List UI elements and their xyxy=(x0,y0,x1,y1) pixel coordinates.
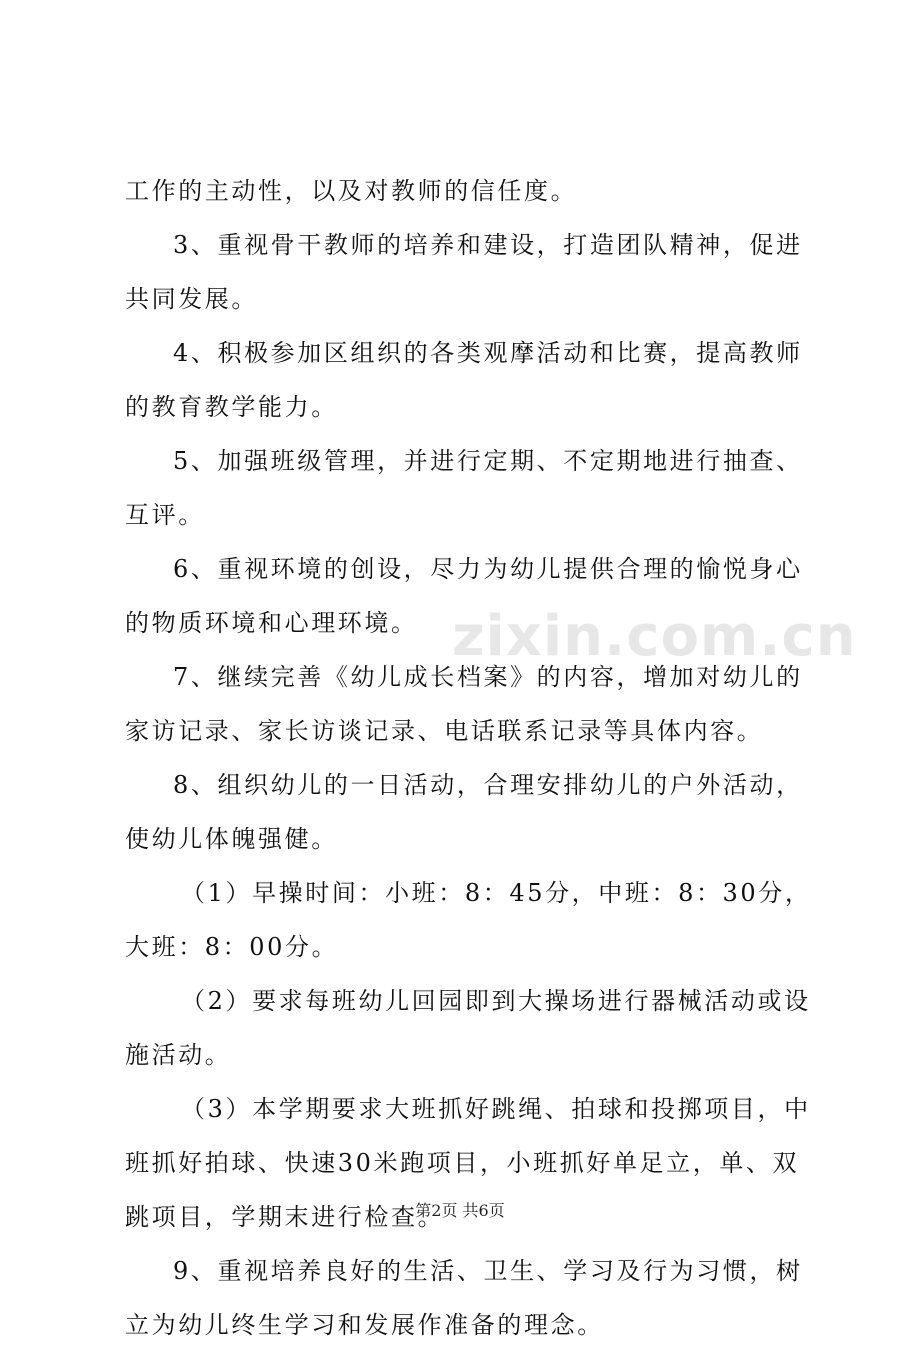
paragraph-item-3: 3、重视骨干教师的培养和建设，打造团队精神，促进共同发展。 xyxy=(125,231,803,313)
document-body xyxy=(125,164,825,1352)
paragraph-item-6: 6、重视环境的创设，尽力为幼儿提供合理的愉悦身心的物质环境和心理环境。 xyxy=(125,555,803,637)
paragraph-subitem-3: （3）本学期要求大班抓好跳绳、拍球和投掷项目，中班抓好拍球、快速30米跑项目，小班抓好单足立，单、双跳项目，学期末进行检查。 xyxy=(125,1095,811,1231)
watermark: zixin.com.cn xyxy=(452,604,857,669)
paragraph-subitem-2: （2）要求每班幼儿回园即到大操场进行器械活动或设施活动。 xyxy=(125,987,811,1069)
page-footer: 第2页 共6页 xyxy=(415,1201,505,1220)
paragraph-subitem-1: （1）早操时间：小班：8：45分，中班：8：30分，大班：8：00分。 xyxy=(125,879,812,961)
paragraph-item-9: 9、重视培养良好的生活、卫生、学习及行为习惯，树立为幼儿终生学习和发展作准备的理念。 xyxy=(125,1257,803,1339)
paragraph-continuation: 工作的主动性，以及对教师的信任度。 xyxy=(125,177,578,205)
paragraph-item-7: 7、继续完善《幼儿成长档案》的内容，增加对幼儿的家访记录、家长访谈记录、电话联系记录等具体内容。 xyxy=(125,663,803,745)
paragraph-item-5: 5、加强班级管理，并进行定期、不定期地进行抽查、互评。 xyxy=(125,447,803,529)
paragraph-item-4: 4、积极参加区组织的各类观摩活动和比赛，提高教师的教育教学能力。 xyxy=(125,339,803,421)
paragraph-item-8: 8、组织幼儿的一日活动，合理安排幼儿的户外活动，使幼儿体魄强健。 xyxy=(125,771,803,853)
